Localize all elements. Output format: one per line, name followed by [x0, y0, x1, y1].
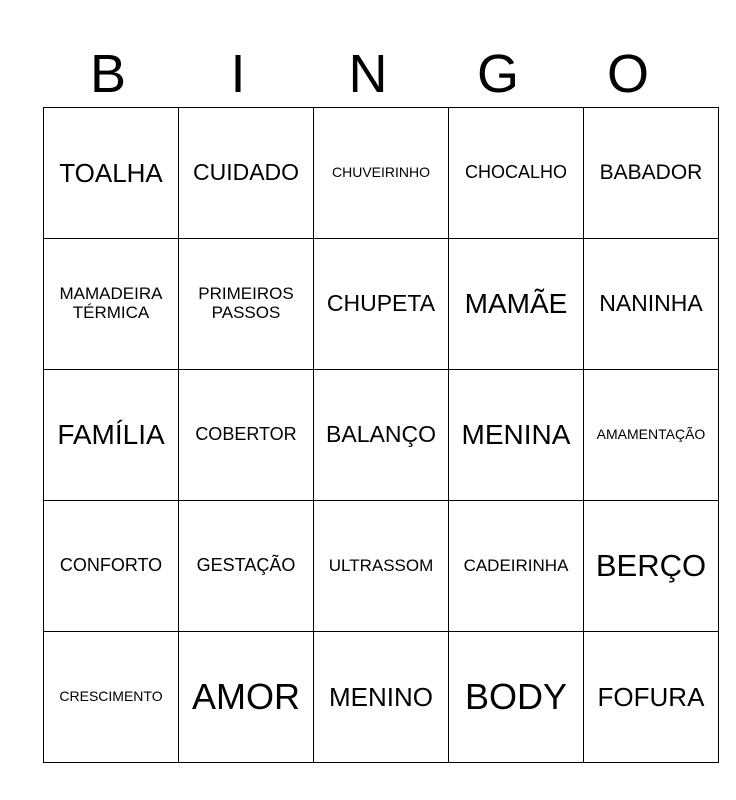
board-row-3	[44, 370, 719, 501]
header-letter-o: O	[606, 44, 649, 104]
bingo-cell[interactable]: PRIMEIROS PASSOS	[179, 239, 314, 370]
bingo-cell[interactable]: NANINHA	[584, 239, 719, 370]
board-row-2	[44, 239, 719, 370]
bingo-cell[interactable]: MAMADEIRA TÉRMICA	[44, 239, 179, 370]
header-letter-n: N	[348, 44, 388, 104]
bingo-cell[interactable]: MENINA	[449, 370, 584, 501]
bingo-board	[43, 107, 719, 763]
bingo-cell[interactable]: CONFORTO	[44, 501, 179, 632]
header-letter-g: G	[476, 44, 519, 104]
bingo-cell[interactable]: CHUVEIRINHO	[314, 108, 449, 239]
bingo-cell[interactable]: CADEIRINHA	[449, 501, 584, 632]
bingo-cell[interactable]: MAMÃE	[449, 239, 584, 370]
bingo-cell[interactable]: BALANÇO	[314, 370, 449, 501]
bingo-cell[interactable]: CUIDADO	[179, 108, 314, 239]
header-letter-b: B	[89, 44, 127, 104]
bingo-cell[interactable]: COBERTOR	[179, 370, 314, 501]
bingo-cell[interactable]: CRESCIMENTO	[44, 632, 179, 763]
bingo-cell[interactable]: MENINO	[314, 632, 449, 763]
bingo-cell[interactable]: CHOCALHO	[449, 108, 584, 239]
bingo-cell[interactable]: AMAMENTAÇÃO	[584, 370, 719, 501]
bingo-cell[interactable]: GESTAÇÃO	[179, 501, 314, 632]
bingo-cell[interactable]: FAMÍLIA	[44, 370, 179, 501]
header-letter-i: I	[230, 44, 246, 104]
bingo-cell[interactable]: CHUPETA	[314, 239, 449, 370]
bingo-cell[interactable]: FOFURA	[584, 632, 719, 763]
bingo-cell[interactable]: BERÇO	[584, 501, 719, 632]
bingo-cell[interactable]: AMOR	[179, 632, 314, 763]
bingo-cell[interactable]: BODY	[449, 632, 584, 763]
bingo-cell[interactable]: TOALHA	[44, 108, 179, 239]
bingo-cell[interactable]: ULTRASSOM	[314, 501, 449, 632]
board-row-4	[44, 501, 719, 632]
bingo-cell[interactable]: BABADOR	[584, 108, 719, 239]
board-row-1	[44, 108, 719, 239]
board-row-5	[44, 632, 719, 763]
bingo-header	[43, 40, 693, 108]
